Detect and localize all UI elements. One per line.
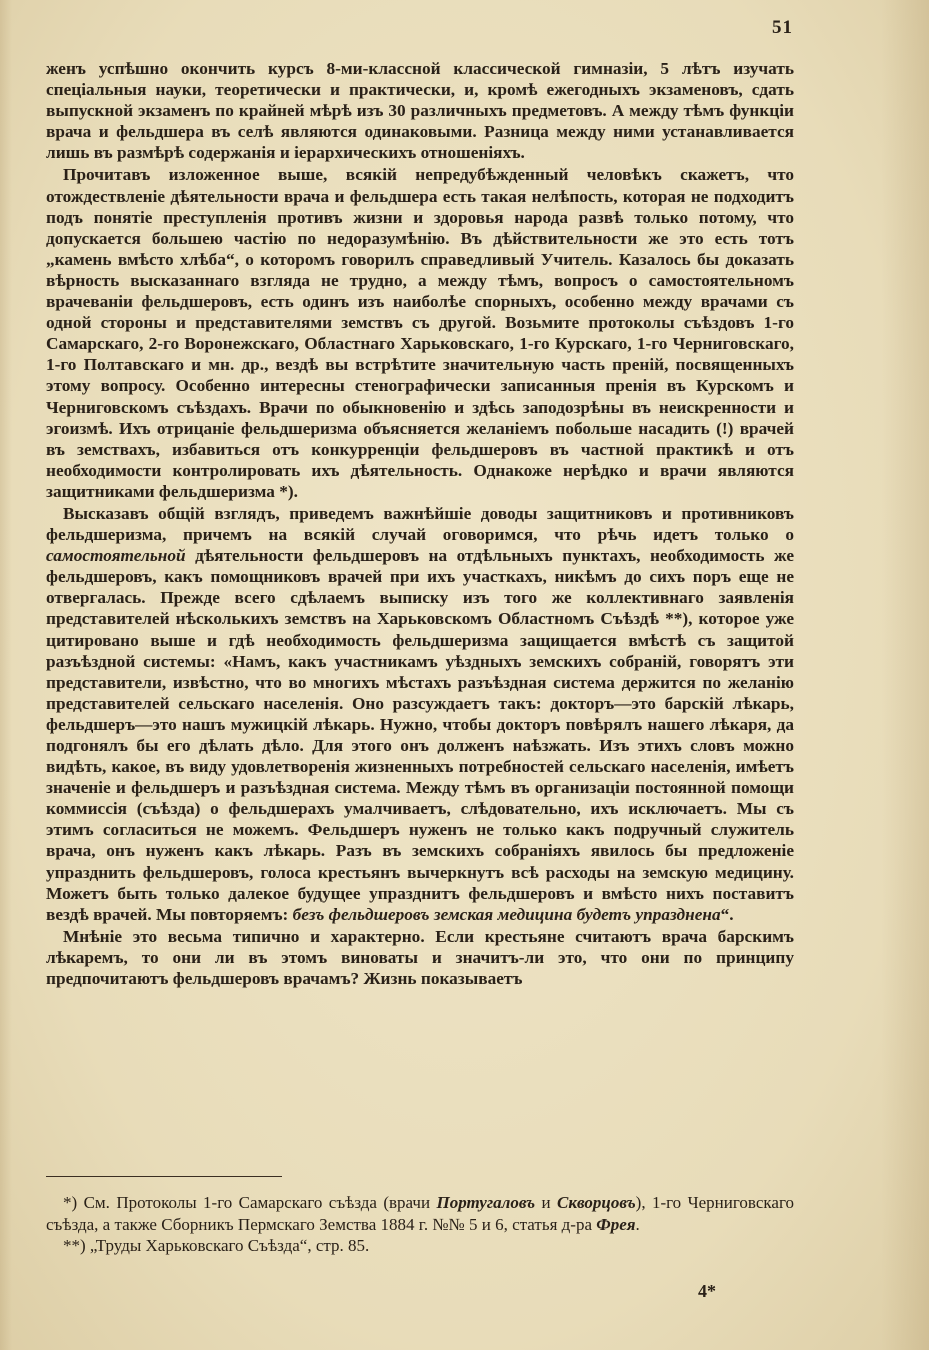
text-run: Высказавъ общій взглядъ, приведемъ важнѣйшіе доводы защитниковъ и противниковъ фельдшеризма, причемъ на всякій случай оговоримся, что рѣчь идетъ только о [46, 503, 794, 545]
footnotes [46, 1192, 794, 1257]
text-run: Мнѣніе это весьма типично и характерно. Если крестьяне считаютъ врача барскимъ лѣкаремъ, то они ли въ этомъ виноваты и значитъ-ли это, что они по принципу предпочитаютъ фельдшеровъ врачамъ? Жизнь показываетъ [46, 926, 794, 989]
text-run: и [535, 1193, 558, 1212]
page-edge-shadow [0, 0, 12, 1350]
italic-text: Скворцовъ [557, 1193, 636, 1212]
body-text [46, 58, 794, 989]
text-run: Прочитавъ изложенное выше, всякій непредубѣжденный человѣкъ скажетъ, что отождествленіе дѣятельности врача и фельдшера есть такая нелѣпость, которая не подходитъ подъ понятіе преступленія противъ жизни и здоровья народа развѣ только потому, что допускается большею частію по недоразумѣнію. Въ дѣйствительности же это есть тотъ „камень вмѣсто хлѣба“, о которомъ говорилъ справедливый Учитель. Казалось бы доказать вѣрность высказаннаго взгляда не трудно, а между тѣмъ, вопросъ о самостоятельномъ врачеваніи фельдшеровъ, есть одинъ изъ наиболѣе спорныхъ, особенно между врачами съ одной стороны и представителями земствъ съ другой. Возьмите протоколы съѣздовъ 1-го Самарскаго, 2-го Воронежскаго, Областнаго Харьковскаго, 1-го Курскаго, 1-го Черниговскаго, 1-го Полтавскаго и мн. др., вездѣ вы встрѣтите значительную часть преній, посвященныхъ этому вопросу. Особенно интересны стенографически записанныя пренія въ Курскомъ и Черниговскомъ съѣздахъ. Врачи по обыкновенію и здѣсь заподозрѣны въ неискренности и эгоизмѣ. Ихъ отрицаніе фельдшеризма объясняется желаніемъ побольше насадить (!) врачей въ земствахъ, избавиться отъ конкурренціи фельдшеровъ въ частной практикѣ и отъ необходимости контролировать ихъ дѣятельность. Однакоже нерѣдко и врачи являются защитниками фельдшеризма *). [46, 165, 794, 501]
italic-text: Фрея [596, 1214, 636, 1234]
signature-mark: 4* [698, 1281, 716, 1301]
text-run: **) „Труды Харьковскаго Съѣзда“, стр. 85. [63, 1236, 370, 1255]
footnote [46, 1192, 794, 1235]
italic-text: Португаловъ [436, 1193, 536, 1212]
text-run: ), 1-го Черниговскаго съѣзда, а также Сборникъ Пермскаго Земства 1884 г. №№ 5 и 6, статья д-ра [46, 1193, 794, 1234]
text-run: дѣятельности фельдшеровъ на отдѣльныхъ пунктахъ, необходимость же фельдшеровъ, какъ помощниковъ врачей при ихъ участкахъ, никѣмъ до сихъ поръ еще не отвергалась. Прежде всего сдѣлаемъ выписку изъ того же коллективнаго заявленія представителей нѣсколькихъ земствъ на Харьковскомъ Областномъ Съѣздѣ **), которое уже цитировано выше и гдѣ необходимость фельдшеризма защищается вмѣстѣ съ защитой разъѣздной системы: «Намъ, какъ участникамъ уѣздныхъ земскихъ собраній, говорятъ эти представители, извѣстно, что во многихъ мѣстахъ разъѣздная система держится по желанію представителей сельскаго населенія. Оно разсуждаетъ такъ: докторъ—это барскій лѣкарь, фельдшеръ—это нашъ мужицкій лѣкарь. Нужно, чтобы докторъ повѣрялъ нашего лѣкаря, да подгонялъ бы его дѣлать дѣло. Для этого онъ долженъ наѣзжать. Изъ этихъ словъ можно видѣть, какое, въ виду удовлетворенія жизненныхъ потребностей сельскаго населенія, имѣетъ значеніе и фельдшеръ и разъѣздная система. Между тѣмъ въ организаціи постоянной помощи коммиссія (съѣзда) о фельдшерахъ умалчиваетъ, слѣдовательно, ихъ исключаетъ. Мы съ этимъ согласиться не можемъ. Фельдшеръ нуженъ не только какъ подручный служитель врача, онъ нуженъ какъ лѣкарь. Разъ въ земскихъ собраніяхъ явилось бы предложеніе упразднить фельдшеровъ, голоса крестьянъ вычеркнутъ всѣ расходы на земскую медицину. Можетъ быть только далекое будущее упразднитъ фельдшеровъ и вмѣсто нихъ поставитъ вездѣ врачей. Мы повторяемъ: [46, 546, 794, 924]
paragraph [46, 926, 794, 989]
text-run: *) См. Протоколы 1-го Самарскаго съѣзда (врачи [63, 1193, 437, 1212]
paragraph [46, 503, 794, 925]
text-run: женъ успѣшно окончить курсъ 8-ми-классной классической гимназіи, 5 лѣтъ изучать спеціальныя науки, теоретически и практически, и, кромѣ ежегодныхъ экзаменовъ, сдать выпускной экзаменъ по крайней мѣрѣ изъ 30 различныхъ предметовъ. А между тѣмъ функціи врача и фельдшера въ селѣ являются одинаковыми. Разница между ними устанавливается лишь въ размѣрѣ содержанія и іерархическихъ отношеніяхъ. [46, 59, 794, 163]
text-run: . [635, 1214, 640, 1234]
italic-text: безъ фельдшеровъ земская медицина будетъ упразднена [292, 904, 721, 924]
footnote [46, 1235, 794, 1257]
paragraph [46, 58, 794, 163]
paragraph [46, 164, 794, 502]
footnote-divider [46, 1176, 282, 1177]
page-number: 51 [772, 17, 793, 38]
italic-text: самостоятельной [46, 546, 186, 566]
page-edge-stain [881, 0, 929, 1350]
text-run: “. [720, 904, 734, 924]
